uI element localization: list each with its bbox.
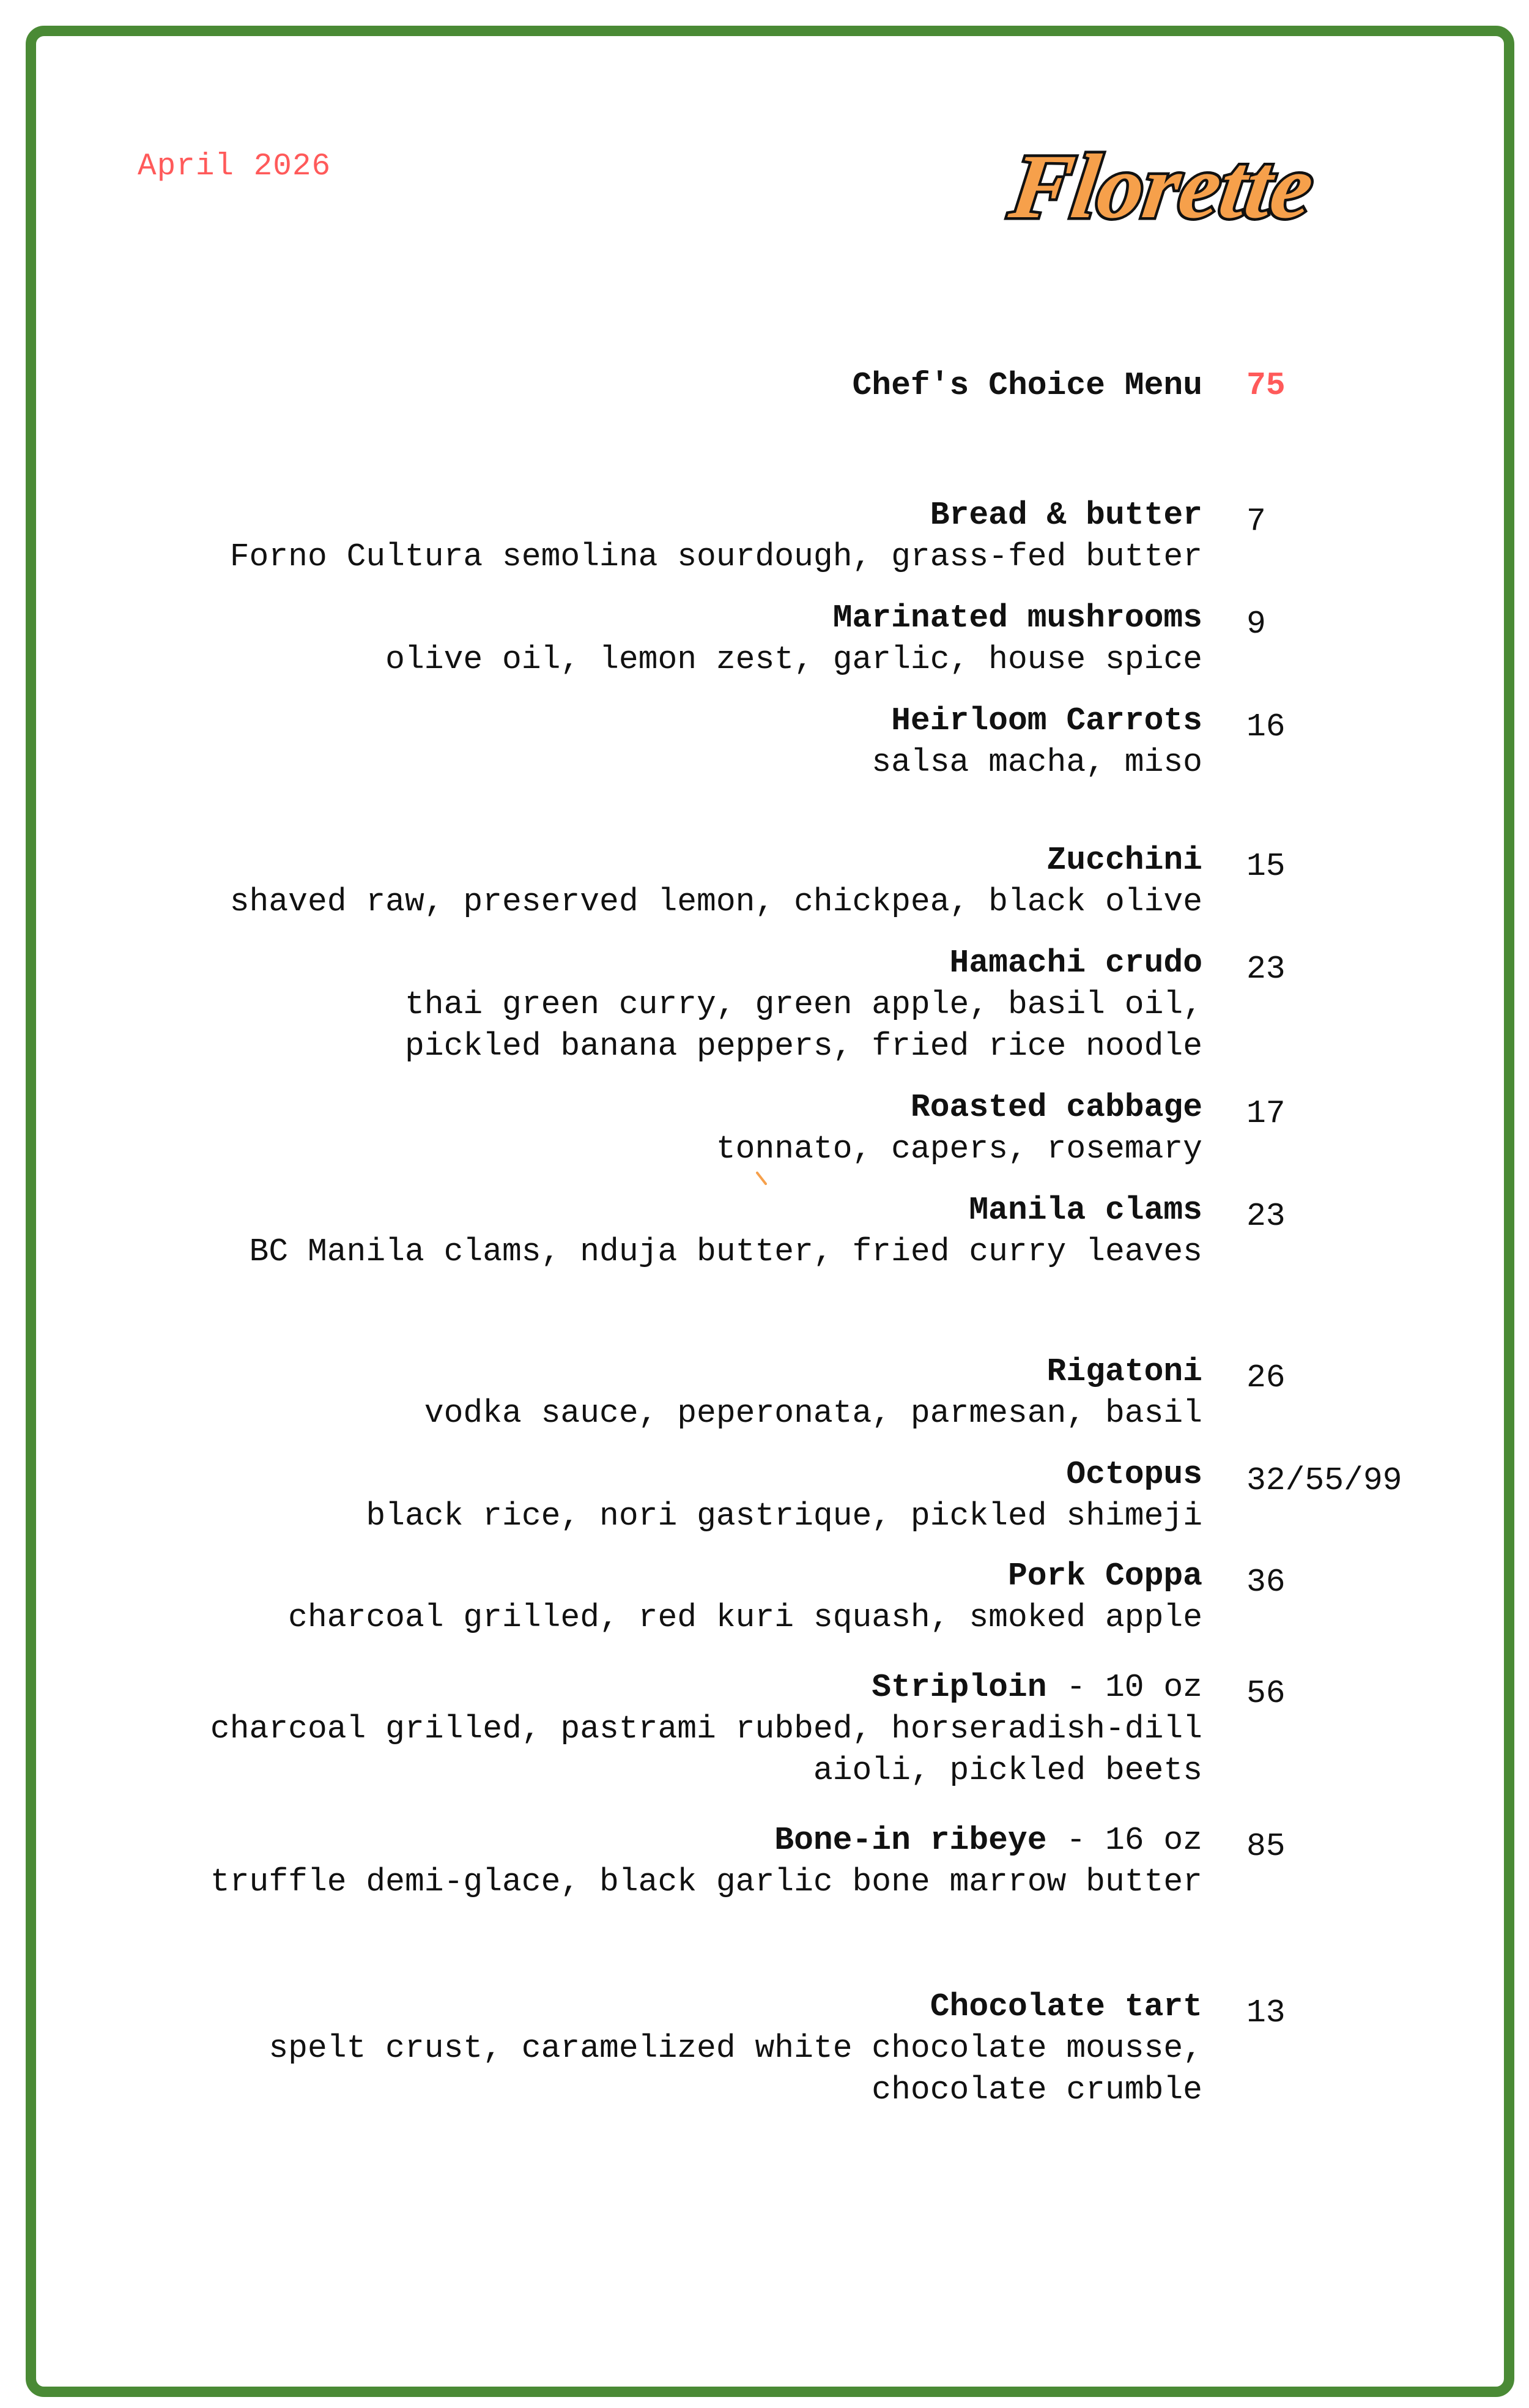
item-description: Forno Cultura semolina sourdough, grass-fed butter: [229, 538, 1202, 575]
item-name: Manila clams: [969, 1192, 1202, 1228]
item-name: Rigatoni: [1046, 1353, 1202, 1390]
item-price: 9: [1246, 606, 1266, 642]
item-description: truffle demi-glace, black garlic bone marrow butter: [210, 1864, 1202, 1900]
menu-date: April 2026: [138, 149, 331, 184]
item-description: aioli, pickled beets: [813, 1752, 1202, 1789]
item-description: olive oil, lemon zest, garlic, house spice: [385, 641, 1202, 678]
item-price: 16: [1246, 708, 1286, 745]
item-description: pickled banana peppers, fried rice noodle: [404, 1028, 1202, 1065]
item-description: spelt crust, caramelized white chocolate mousse,: [268, 2030, 1202, 2067]
item-description: shaved raw, preserved lemon, chickpea, black olive: [229, 883, 1202, 920]
item-description: salsa macha, miso: [872, 744, 1202, 781]
item-price: 23: [1246, 951, 1286, 987]
item-price: 85: [1246, 1828, 1286, 1865]
item-price: 32/55/99: [1246, 1462, 1402, 1499]
svg-text:Florette: Florette: [1004, 135, 1320, 237]
chefs-choice-label: Chef's Choice Menu: [852, 367, 1202, 404]
item-description: thai green curry, green apple, basil oil,: [404, 986, 1202, 1023]
stray-tick-mark: [756, 1172, 767, 1185]
item-description: black rice, nori gastrique, pickled shimeji: [366, 1498, 1202, 1534]
item-price: 56: [1246, 1675, 1286, 1712]
item-description: charcoal grilled, pastrami rubbed, horseradish-dill: [210, 1711, 1202, 1747]
florette-logo: [1003, 135, 1336, 245]
item-name: Zucchini: [1046, 842, 1202, 879]
item-name: Hamachi crudo: [949, 945, 1202, 981]
item-price: 36: [1246, 1564, 1286, 1600]
item-name: Pork Coppa: [1007, 1558, 1202, 1594]
item-price: 7: [1246, 503, 1266, 540]
chefs-choice-price: 75: [1246, 367, 1286, 404]
item-description: tonnato, capers, rosemary: [716, 1131, 1202, 1167]
item-description: vodka sauce, peperonata, parmesan, basil: [424, 1395, 1202, 1432]
item-name: Bread & butter: [930, 497, 1202, 533]
item-name: Roasted cabbage: [910, 1089, 1202, 1126]
item-name: Bone-in ribeye - 16 oz: [774, 1822, 1202, 1859]
item-price: 17: [1246, 1095, 1286, 1132]
item-price: 23: [1246, 1198, 1286, 1235]
item-name: Heirloom Carrots: [891, 702, 1202, 739]
item-price: 26: [1246, 1359, 1286, 1396]
item-price: 15: [1246, 848, 1286, 885]
item-name: Striploin - 10 oz: [872, 1669, 1202, 1706]
item-description: chocolate crumble: [872, 2072, 1202, 2108]
item-name: Marinated mushrooms: [832, 600, 1202, 636]
item-name: Chocolate tart: [930, 1988, 1202, 2025]
item-name: Octopus: [1066, 1456, 1202, 1493]
item-description: BC Manila clams, nduja butter, fried curry leaves: [249, 1233, 1202, 1270]
item-description: charcoal grilled, red kuri squash, smoked apple: [288, 1599, 1202, 1636]
item-price: 13: [1246, 1994, 1286, 2031]
